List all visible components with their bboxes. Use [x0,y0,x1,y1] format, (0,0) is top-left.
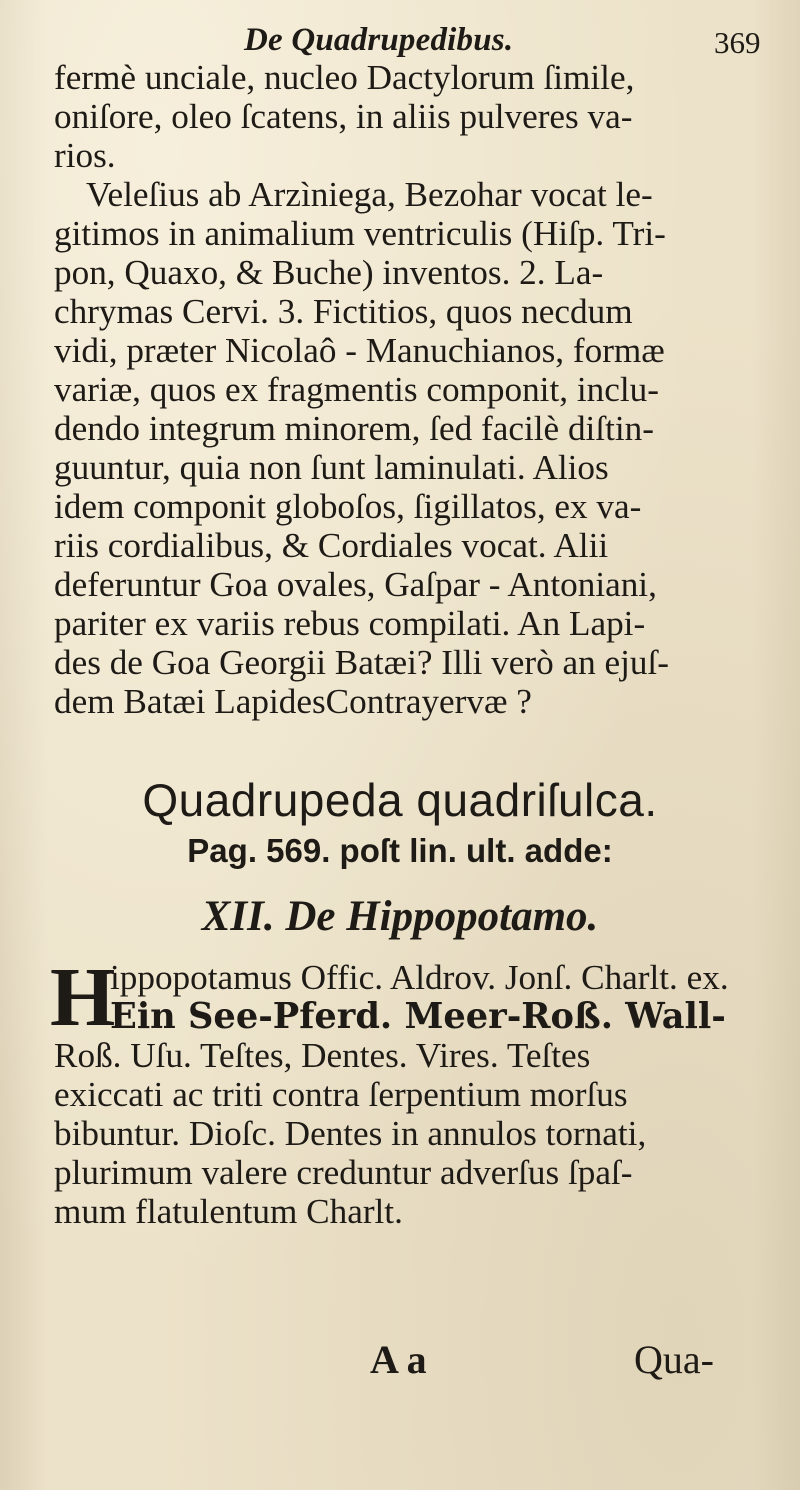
running-head: De Quadrupedibus. [244,22,514,58]
text-line: variæ, quos ex fragmentis componit, inclu- [54,370,659,409]
text-line: rios. [54,136,116,175]
text-line: des de Goa Georgii Batæi? Illi verò an ejuſ- [54,643,669,682]
text-line: Veleſius ab Arzìniega, Bezohar vocat le- [86,175,653,214]
text-line: pon, Quaxo, & Buche) inventos. 2. La- [54,253,604,292]
text-line: mum flatulentum Charlt. [54,1192,403,1231]
text-line: gitimos in animalium ventriculis (Hiſp. Tri- [54,214,666,253]
addendum-instruction: Pag. 569. poſt lin. ult. adde: [187,832,613,869]
page-number: 369 [714,25,761,60]
main-text-block [54,58,762,721]
text-line: bibuntur. Dioſc. Dentes in annulos tornati, [54,1114,647,1153]
text-line: dem Batæi LapidesContrayervæ ? [54,682,532,721]
text-line: vidi, præter Nicolaô - Manuchianos, formæ [54,331,665,370]
text-line: chrymas Cervi. 3. Fictitios, quos necdum [54,292,633,331]
text-line: idem componit globoſos, ſigillatos, ex va- [54,487,642,526]
entry-title: XII. De Hippopotamo. [201,893,599,940]
section-heading: Quadrupeda quadriſulca. [142,774,658,826]
text-line: dendo integrum minorem, ſed facilè diſtin- [54,409,654,448]
text-line: oniſore, oleo ſcatens, in aliis pulveres va- [54,97,633,136]
text-line: ippopotamus Offic. Aldrov. Jonſ. Charlt. ex. [110,958,729,997]
drop-cap: H [50,951,116,1044]
catchword: Qua- [634,1337,714,1382]
text-line: Roß. Uſu. Teſtes, Dentes. Vires. Teſtes [54,1036,591,1075]
text-line: Ein See-Pferd. Meer-Roß. Wall- [110,996,726,1037]
page-footer [0,1336,800,1396]
text-line: guuntur, quia non ſunt laminulati. Alios [54,448,609,487]
signature-mark: A a [370,1337,427,1382]
text-line: plurimum valere creduntur adverſus ſpaſ- [54,1153,633,1192]
text-line: fermè unciale, nucleo Dactylorum ſimile, [54,58,635,97]
entry-text-block [50,951,774,1231]
text-line: pariter ex variis rebus compilati. An Lapi- [54,604,646,643]
text-line: deferuntur Goa ovales, Gaſpar - Antoniani, [54,565,657,604]
text-line: riis cordialibus, & Cordiales vocat. Alii [54,526,609,565]
text-line: exiccati ac triti contra ſerpentium morſus [54,1075,628,1114]
